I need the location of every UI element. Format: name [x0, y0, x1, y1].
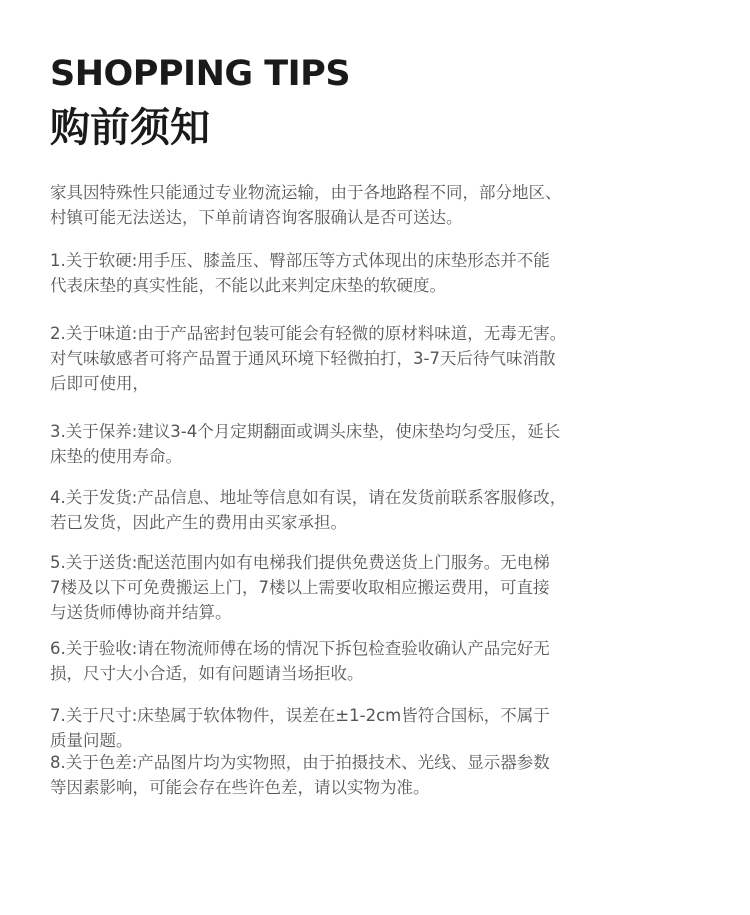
tip-line: 3.关于保养:建议3-4个月定期翻面或调头床垫，使床垫均匀受压，延长 [50, 422, 561, 441]
tip-line: 5.关于送货:配送范围内如有电梯我们提供免费送货上门服务。无电梯 [50, 553, 550, 572]
tip-line: 4.关于发货:产品信息、地址等信息如有误，请在发货前联系客服修改， [50, 488, 567, 507]
tip-maintenance [50, 419, 660, 469]
tip-line: 1.关于软硬:用手压、膝盖压、臀部压等方式体现出的床垫形态并不能 [50, 251, 550, 270]
tip-line: 若已发货，因此产生的费用由买家承担。 [50, 513, 347, 532]
tip-line: 床垫的使用寿命。 [50, 447, 182, 466]
tip-color-difference [50, 750, 660, 800]
tip-line: 后即可使用， [50, 374, 149, 393]
tip-line: 6.关于验收:请在物流师傅在场的情况下拆包检查验收确认产品完好无 [50, 639, 550, 658]
page-title-en: SHOPPING TIPS [50, 54, 351, 94]
tip-line: 质量问题。 [50, 731, 133, 750]
tip-line: 与送货师傅协商并结算。 [50, 603, 232, 622]
tip-delivery [50, 550, 660, 625]
tip-size [50, 703, 660, 753]
page-title-zh: 购前须知 [50, 105, 210, 151]
tip-line: 对气味敏感者可将产品置于通风环境下轻微拍打，3-7天后待气味消散 [50, 349, 556, 368]
tip-softness [50, 248, 660, 298]
tip-inspection [50, 636, 660, 686]
intro-line: 村镇可能无法送达，下单前请咨询客服确认是否可送达。 [50, 208, 463, 227]
tip-odor [50, 321, 660, 396]
intro-line: 家具因特殊性只能通过专业物流运输，由于各地路程不同，部分地区、 [50, 183, 562, 202]
tip-line: 代表床垫的真实性能，不能以此来判定床垫的软硬度。 [50, 276, 446, 295]
tip-shipping [50, 485, 660, 535]
tip-line: 7.关于尺寸:床垫属于软体物件，误差在±1-2cm皆符合国标，不属于 [50, 706, 550, 725]
tip-line: 损，尺寸大小合适，如有问题请当场拒收。 [50, 664, 364, 683]
intro-paragraph [50, 180, 660, 230]
tip-line: 7楼及以下可免费搬运上门，7楼以上需要收取相应搬运费用，可直接 [50, 578, 550, 597]
tip-line: 8.关于色差:产品图片均为实物照，由于拍摄技术、光线、显示器参数 [50, 753, 550, 772]
tip-line: 等因素影响，可能会存在些许色差，请以实物为准。 [50, 778, 430, 797]
tip-line: 2.关于味道:由于产品密封包装可能会有轻微的原材料味道，无毒无害。 [50, 324, 567, 343]
